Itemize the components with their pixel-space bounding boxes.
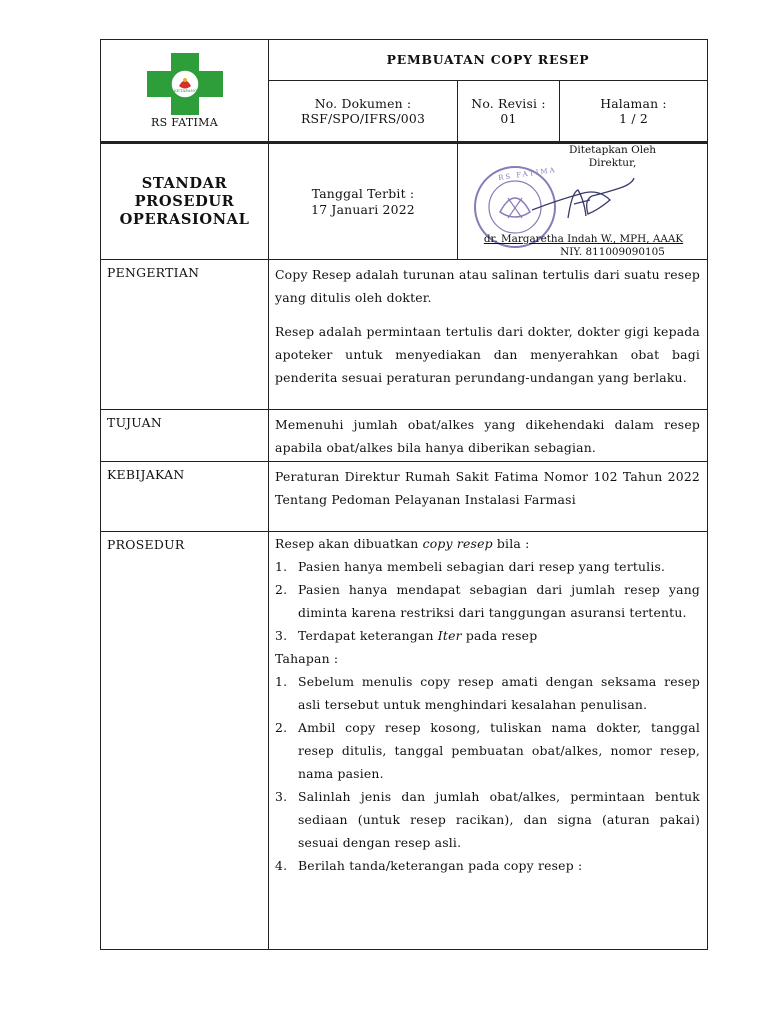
- doc-number-label: No. Dokumen :: [314, 95, 412, 111]
- director-name: dr. Margaretha Indah W., MPH, AAAK: [483, 233, 684, 245]
- list-item: 2. Ambil copy resep kosong, tuliskan nama dokter, tanggal resep ditulis, tanggal pembuatan obat/alkes, nomor resep, nama pasien.: [275, 720, 701, 781]
- pengertian-content: [269, 260, 708, 410]
- doc-number-value: RSF/SPO/IFRS/003: [300, 110, 426, 126]
- prosedur-label-cell: [101, 532, 269, 950]
- list-item: 3. Terdapat keterangan Iter pada resep: [275, 628, 538, 643]
- document-title: PEMBUATAN COPY RESEP: [386, 52, 590, 68]
- prosedur-intro: Resep akan dibuatkan copy resep bila :: [275, 536, 530, 551]
- pengertian-paragraph-2: Resep adalah permintaan tertulis dari dokter, dokter gigi kepada apoteker untuk menyediakan dan menyerahkan obat bagi penderita sesuai peraturan perundang-undangan yang berlaku.: [275, 324, 701, 385]
- list-item: 1. Pasien hanya membeli sebagian dari resep yang tertulis.: [275, 559, 666, 574]
- kebijakan-label-cell: [101, 462, 269, 532]
- pengertian-label: PENGERTIAN: [107, 265, 200, 280]
- page-label: Halaman :: [600, 95, 667, 111]
- list-item: 2. Pasien hanya mendapat sebagian dari jumlah resep yang diminta karena restriksi dari tanggungan asuransi tertentu.: [275, 582, 701, 620]
- kebijakan-label: KEBIJAKAN: [107, 467, 185, 482]
- approval-line2: Direktur,: [588, 157, 637, 169]
- tahapan-heading: Tahapan :: [275, 651, 339, 666]
- issue-date-value: 17 Januari 2022: [311, 201, 415, 217]
- tujuan-text: Memenuhi jumlah obat/alkes yang dikehendaki dalam resep apabila obat/alkes bila hanya diberikan sebagian.: [275, 417, 701, 455]
- logo-cell: [101, 40, 269, 143]
- approval-line1: Ditetapkan Oleh: [568, 144, 657, 156]
- kebijakan-content: [269, 462, 708, 532]
- doc-number-cell: [269, 80, 458, 142]
- list-item: 4. Berilah tanda/keterangan pada copy resep :: [275, 858, 583, 873]
- approval-cell: [458, 143, 708, 260]
- step-list: [275, 670, 700, 877]
- revision-label: No. Revisi :: [471, 95, 546, 111]
- list-item: 3. Salinlah jenis dan jumlah obat/alkes, permintaan bentuk sediaan (untuk resep racikan), dan signa (aturan pakai) sesuai dengan resep asli.: [275, 789, 701, 850]
- document-title-cell: [269, 40, 708, 81]
- kebijakan-text: Peraturan Direktur Rumah Sakit Fatima Nomor 102 Tahun 2022 Tentang Pedoman Pelayanan Instalasi Farmasi: [275, 469, 701, 507]
- tujuan-content: [269, 410, 708, 462]
- prosedur-content: [269, 532, 708, 950]
- revision-cell: [458, 80, 560, 142]
- sop-title-line3: OPERASIONAL: [119, 210, 250, 228]
- stamp-text: RS FATIMA: [497, 165, 558, 183]
- prosedur-label: PROSEDUR: [107, 537, 185, 552]
- director-niy: NIY. 811009090105: [560, 246, 665, 258]
- revision-value: 01: [500, 110, 517, 126]
- issue-date-cell: [269, 143, 458, 260]
- pengertian-label-cell: [101, 260, 269, 410]
- sop-document: [100, 39, 707, 950]
- sop-table: [100, 39, 708, 950]
- logo-text-top: RS FATIMA: [173, 58, 197, 63]
- condition-list: [275, 555, 700, 647]
- sop-title-cell: [101, 143, 269, 260]
- sop-title-line1: STANDAR: [141, 174, 228, 192]
- tujuan-label-cell: [101, 410, 269, 462]
- hospital-name: RS FATIMA: [151, 116, 218, 129]
- list-item: 1. Sebelum menulis copy resep amati dengan seksama resep asli tersebut untuk menghindari kesalahan penulisan.: [275, 674, 701, 712]
- logo-text-bottom: KETAPANG: [174, 88, 198, 93]
- page-value: 1 / 2: [619, 110, 648, 126]
- director-signature-icon: [528, 170, 638, 230]
- page-cell: [560, 80, 708, 142]
- issue-date-label: Tanggal Terbit :: [311, 185, 415, 201]
- sop-title-line2: PROSEDUR: [134, 192, 235, 210]
- tujuan-label: TUJUAN: [107, 415, 162, 430]
- pengertian-paragraph-1: Copy Resep adalah turunan atau salinan tertulis dari suatu resep yang ditulis oleh dokter.: [275, 267, 701, 305]
